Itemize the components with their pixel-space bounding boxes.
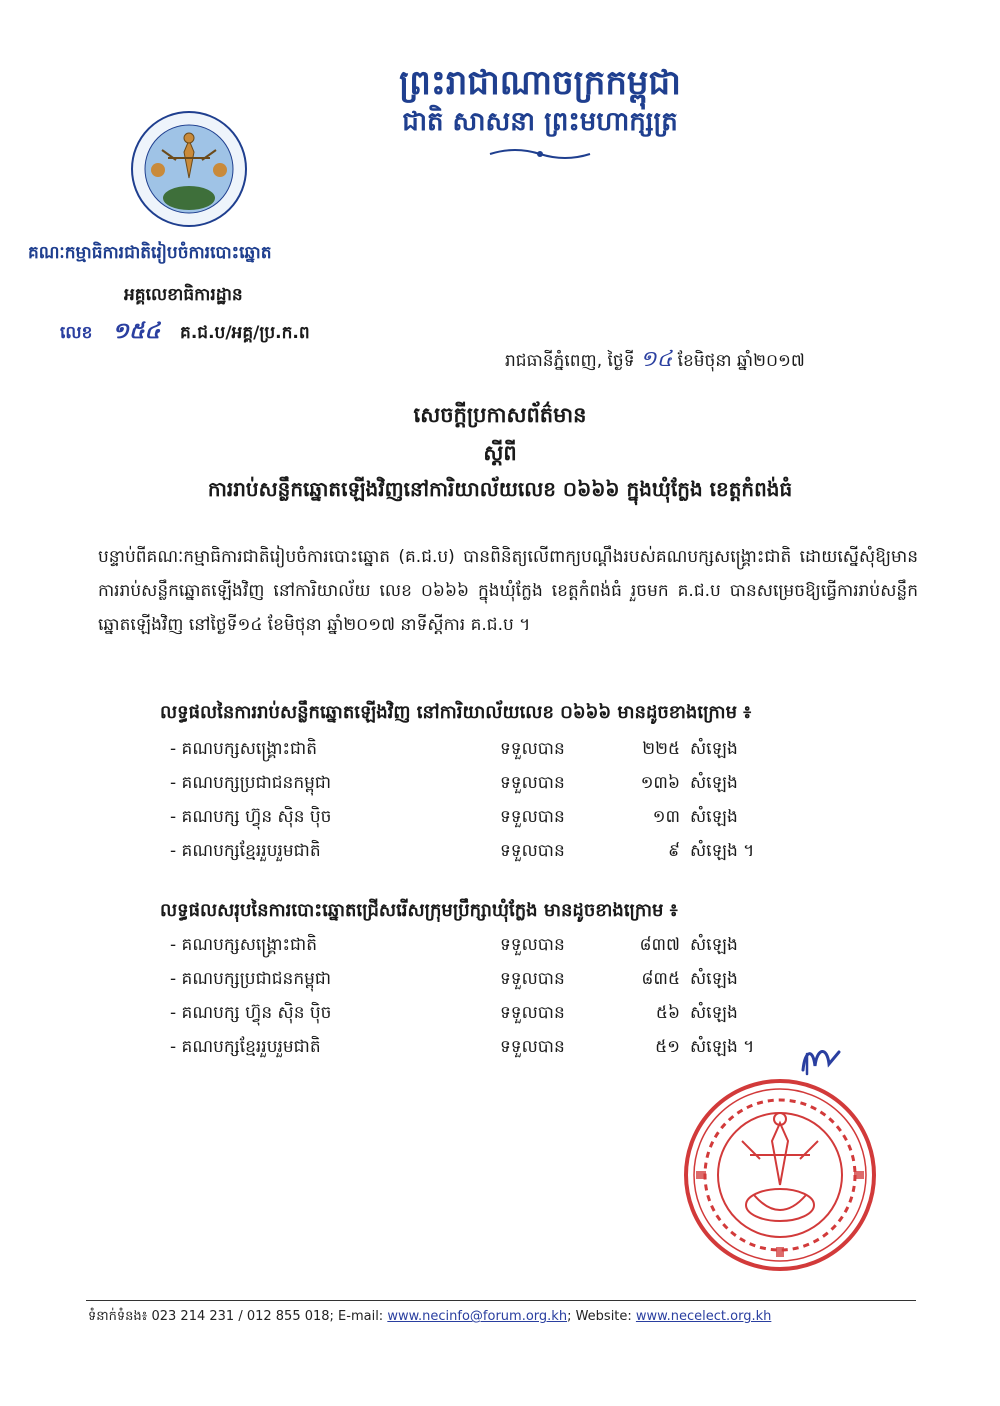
vote-count: ៩	[667, 841, 680, 861]
received-label: ទទួលបាន	[500, 807, 565, 827]
received-label: ទទួលបាន	[500, 1003, 565, 1023]
recount-row	[170, 772, 810, 806]
vote-unit: សំឡេង	[690, 807, 738, 827]
vote-unit: សំឡេង	[690, 935, 738, 955]
document-title-about: ស្តីពី	[483, 441, 517, 465]
date-day: ១៤	[639, 347, 673, 372]
vote-count: ៥១	[655, 1037, 680, 1057]
vote-unit: សំឡេង ។	[690, 1037, 755, 1057]
official-seal-icon	[680, 1075, 880, 1275]
ornament-divider-icon	[485, 146, 595, 162]
party-name: - គណបក្សសង្គ្រោះជាតិ	[170, 739, 318, 759]
date-suffix: ខែមិថុនា ឆ្នាំ២០១៧	[677, 351, 805, 371]
contact-text: ទំនាក់ទំនង៖ 023 214 231 / 012 855 018; E-mail:	[88, 1309, 388, 1324]
party-name: - គណបក្សសង្គ្រោះជាតិ	[170, 935, 318, 955]
party-name: - គណបក្សខ្មែររួបរួមជាតិ	[170, 841, 321, 861]
received-label: ទទួលបាន	[500, 935, 565, 955]
vote-count: ១៣	[652, 807, 680, 827]
total-row	[170, 968, 810, 1002]
kingdom-header	[330, 62, 750, 162]
vote-unit: សំឡេង	[690, 1003, 738, 1023]
party-name: - គណបក្សប្រជាជនកម្ពុជា	[170, 969, 332, 989]
received-label: ទទួលបាន	[500, 969, 565, 989]
vote-count: ៨៣៧	[639, 935, 680, 955]
total-row	[170, 934, 810, 968]
party-name: - គណបក្ស ហ៊្វុន ស៊ិន ប៉ិច	[170, 807, 332, 827]
organization-name: គណៈកម្មាធិការជាតិរៀបចំការបោះឆ្នោត	[28, 243, 272, 263]
body-paragraph: បន្ទាប់ពីគណៈកម្មាធិការជាតិរៀបចំការបោះឆ្នោត (គ.ជ.ប) បានពិនិត្យលើពាក្យបណ្តឹងរបស់គណបក្សសង្គ្រោះជាតិ ដោយស្នើសុំឱ្យមានការរាប់សន្លឹកឆ្នោតឡើងវិញ នៅការិយាល័យ លេខ ០៦៦៦ ក្នុងឃុំក្លែង ខេត្តកំពង់ធំ រួចមក គ.ជ.ប បានសម្រេចឱ្យធ្វើការរាប់សន្លឹកឆ្នោតឡើងវិញ នៅថ្ងៃទី១៤ ខែមិថុនា ឆ្នាំ២០១៧ នាទីស្តីការ គ.ជ.ប ។	[98, 547, 918, 635]
document-number	[60, 317, 310, 349]
recount-row	[170, 738, 810, 772]
party-name: - គណបក្ស ហ៊្វុន ស៊ិន ប៉ិច	[170, 1003, 332, 1023]
recount-row	[170, 840, 810, 874]
number-value: ១៥៤	[112, 318, 161, 344]
total-row	[170, 1036, 810, 1070]
footer-contact	[88, 1308, 918, 1327]
party-name: - គណបក្សប្រជាជនកម្ពុជា	[170, 773, 332, 793]
recount-heading: លទ្ធផលនៃការរាប់សន្លឹកឆ្នោតឡើងវិញ នៅការិយាល័យលេខ ០៦៦៦ មានដូចខាងក្រោម ៖	[160, 702, 752, 723]
vote-unit: សំឡេង	[690, 773, 738, 793]
number-label: លេខ	[60, 323, 93, 343]
total-row	[170, 1002, 810, 1036]
date-line	[505, 345, 805, 377]
website-link[interactable]: www.necelect.org.kh	[635, 1309, 772, 1324]
kingdom-title: ព្រះរាជាណាចក្រកម្ពុជា	[399, 63, 681, 103]
vote-count: ៥៦	[655, 1003, 680, 1023]
document-subject: ការរាប់សន្លឹកឆ្នោតឡើងវិញនៅការិយាល័យលេខ ០៦៦៦ ក្នុងឃុំក្លែង ខេត្តកំពង់ធំ	[207, 477, 793, 501]
party-name: - គណបក្សខ្មែររួបរួមជាតិ	[170, 1037, 321, 1057]
nec-emblem-icon	[128, 108, 250, 230]
recount-row	[170, 806, 810, 840]
secretariat-name: អគ្គលេខាធិការដ្ឋាន	[124, 285, 243, 305]
vote-count: ៨៣៥	[641, 969, 680, 989]
signature-initial-icon	[795, 1040, 855, 1080]
total-heading: លទ្ធផលសរុបនៃការបោះឆ្នោតជ្រើសរើសក្រុមប្រឹក្សាឃុំក្លែង មានដូចខាងក្រោម ៖	[160, 900, 678, 921]
received-label: ទទួលបាន	[500, 841, 565, 861]
footer-divider	[86, 1300, 916, 1301]
national-motto: ជាតិ សាសនា ព្រះមហាក្សត្រ	[402, 107, 678, 137]
received-label: ទទួលបាន	[500, 739, 565, 759]
email-link[interactable]: www.necinfo@forum.org.kh	[387, 1309, 568, 1324]
vote-unit: សំឡេង	[690, 969, 738, 989]
vote-unit: សំឡេង	[690, 739, 738, 759]
number-suffix: គ.ជ.ប/អគ្គ/ប្រ.ក.ព	[180, 323, 310, 343]
vote-count: ១៣៦	[640, 773, 680, 793]
date-prefix: រាជធានីភ្នំពេញ, ថ្ងៃទី	[505, 351, 635, 371]
received-label: ទទួលបាន	[500, 1037, 565, 1057]
website-label: ; Website:	[567, 1309, 636, 1324]
vote-unit: សំឡេង ។	[690, 841, 755, 861]
document-title: សេចក្តីប្រកាសព័ត៌មាន	[413, 403, 587, 427]
received-label: ទទួលបាន	[500, 773, 565, 793]
vote-count: ២២៥	[642, 739, 680, 759]
